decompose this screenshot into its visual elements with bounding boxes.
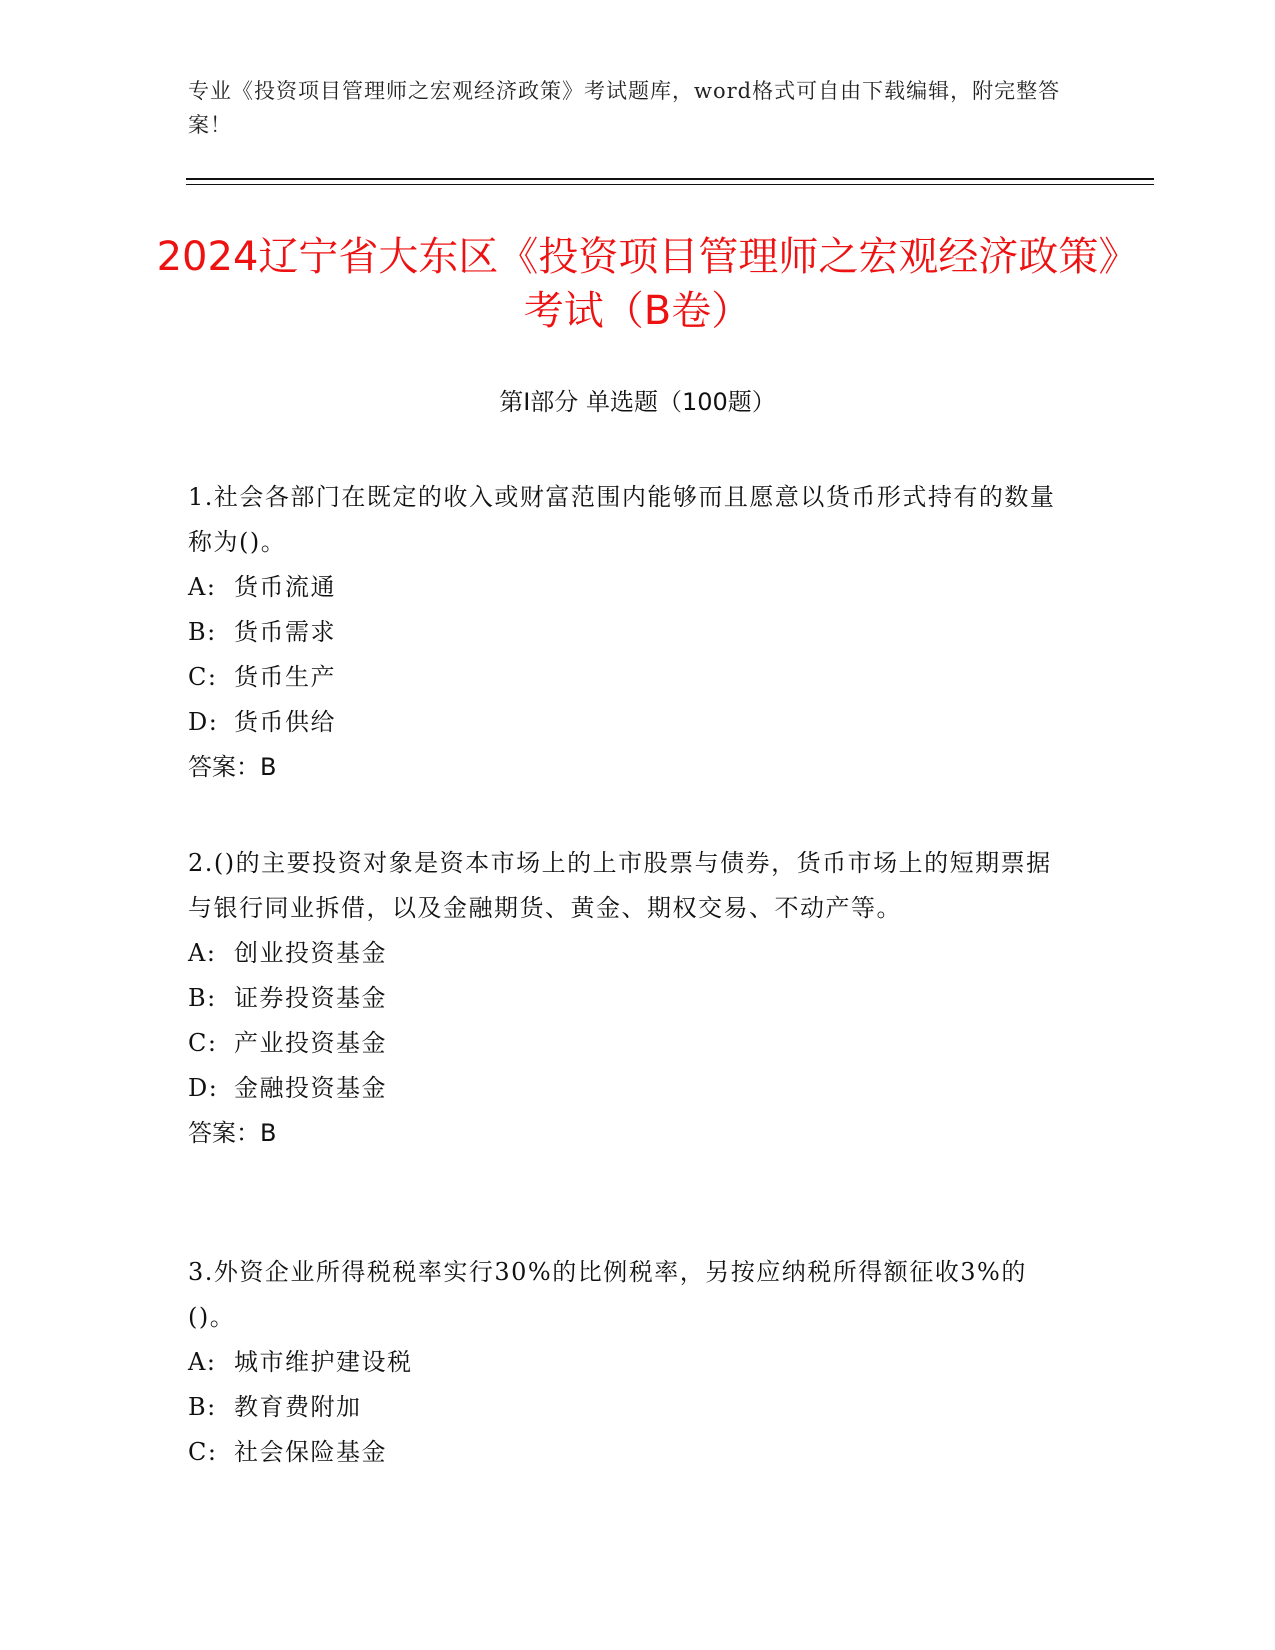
option-c — [188, 1430, 1068, 1475]
option-key: A: — [188, 1348, 217, 1376]
option-b — [188, 1385, 1068, 1430]
option-text: 货币供给 — [234, 708, 336, 736]
option-key: A: — [188, 939, 217, 967]
option-text: 证券投资基金 — [234, 984, 387, 1012]
header-note: 专业《投资项目管理师之宏观经济政策》考试题库，word格式可自由下载编辑，附完整答案！ — [188, 79, 1061, 137]
answer: 答案：B — [188, 753, 277, 781]
option-a — [188, 565, 1068, 610]
option-key: D: — [188, 1074, 219, 1102]
option-text: 货币流通 — [234, 573, 336, 601]
question-stem: 2.()的主要投资对象是资本市场上的上市股票与债券，货币市场上的短期票据与银行同业拆借，以及金融期货、黄金、期权交易、不动产等。 — [188, 849, 1052, 922]
option-key: A: — [188, 573, 217, 601]
option-text: 货币需求 — [234, 618, 336, 646]
question-1 — [188, 475, 1068, 790]
option-text: 货币生产 — [234, 663, 336, 691]
option-c — [188, 1021, 1068, 1066]
option-text: 金融投资基金 — [234, 1074, 387, 1102]
option-key: B: — [188, 618, 217, 646]
option-key: C: — [188, 1029, 218, 1057]
section-title: 第I部分 单选题（100题） — [499, 388, 776, 416]
option-b — [188, 610, 1068, 655]
header-divider-thin — [186, 184, 1154, 185]
option-key: C: — [188, 663, 218, 691]
option-key: C: — [188, 1438, 218, 1466]
option-text: 教育费附加 — [234, 1393, 362, 1421]
question-stem: 1.社会各部门在既定的收入或财富范围内能够而且愿意以货币形式持有的数量称为()。 — [188, 483, 1056, 556]
question-stem: 3.外资企业所得税税率实行30%的比例税率，另按应纳税所得额征收3%的()。 — [188, 1258, 1027, 1331]
option-b — [188, 976, 1068, 1021]
option-key: D: — [188, 708, 219, 736]
option-c — [188, 655, 1068, 700]
question-3 — [188, 1250, 1068, 1475]
option-text: 创业投资基金 — [234, 939, 387, 967]
option-text: 城市维护建设税 — [234, 1348, 413, 1376]
option-text: 社会保险基金 — [234, 1438, 387, 1466]
option-text: 产业投资基金 — [234, 1029, 387, 1057]
option-key: B: — [188, 1393, 217, 1421]
option-a — [188, 931, 1068, 976]
question-2 — [188, 841, 1068, 1156]
answer: 答案：B — [188, 1119, 277, 1147]
option-d — [188, 1066, 1068, 1111]
option-d — [188, 700, 1068, 745]
header-divider-thick — [186, 178, 1154, 180]
option-a — [188, 1340, 1068, 1385]
option-key: B: — [188, 984, 217, 1012]
document-title: 2024辽宁省大东区《投资项目管理师之宏观经济政策》考试（B卷） — [156, 234, 1119, 334]
